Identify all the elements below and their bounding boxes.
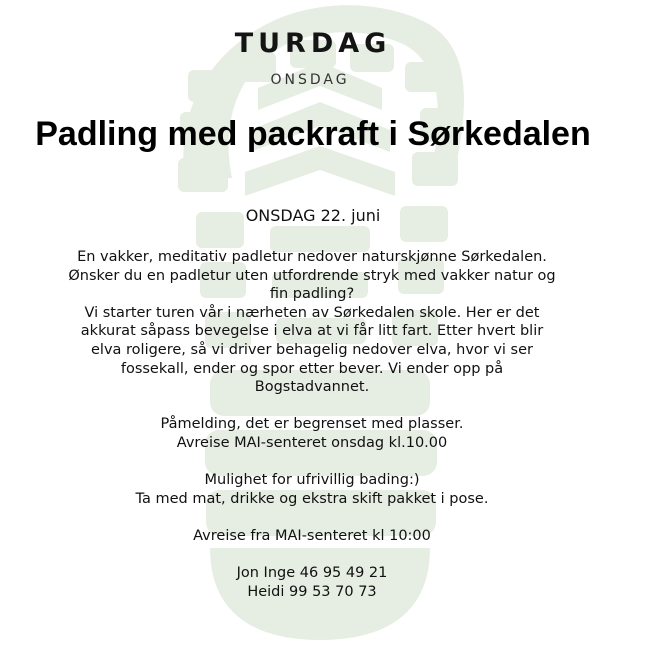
flyer-body [22,248,602,601]
registration-line: Påmelding, det er begrenset med plasser. [160,416,464,433]
description-line: elva roligere, så vi driver behagelig nedover elva, hvor vi ser [91,341,533,358]
description-line: fossekall, ender og spor etter bever. Vi ender opp på [120,360,504,377]
description-line: Vi starter turen vår i nærheten av Sørkedalen skole. Her er det [84,304,540,321]
event-date: ONSDAG 22. juni [245,206,381,225]
note-line: Mulighet for ufrivillig bading:) [204,472,420,489]
contact-line: Heidi 99 53 70 73 [247,583,377,600]
contact-line: Jon Inge 46 95 49 21 [236,565,388,582]
kicker-label: TURDAG [234,28,392,59]
description-line: Bogstadvannet. [254,379,370,396]
departure-line: Avreise fra MAI-senteret kl 10:00 [193,527,431,544]
description-line: Ønsker du en padletur uten utfordrende stryk med vakker natur og [68,267,556,284]
description-line: fin padling? [269,286,355,303]
description-line: akkurat såpass bevegelse i elva at vi får litt fart. Etter hvert blir [80,323,544,340]
registration-line: Avreise MAI-senteret onsdag kl.10.00 [176,434,448,451]
page-title: Padling med packraft i Sørkedalen [35,115,591,153]
weekday-label: ONSDAG [270,72,350,88]
note-line: Ta med mat, drikke og ekstra skift pakket i pose. [135,490,489,507]
description-line: En vakker, meditativ padletur nedover naturskjønne Sørkedalen. [77,249,547,265]
